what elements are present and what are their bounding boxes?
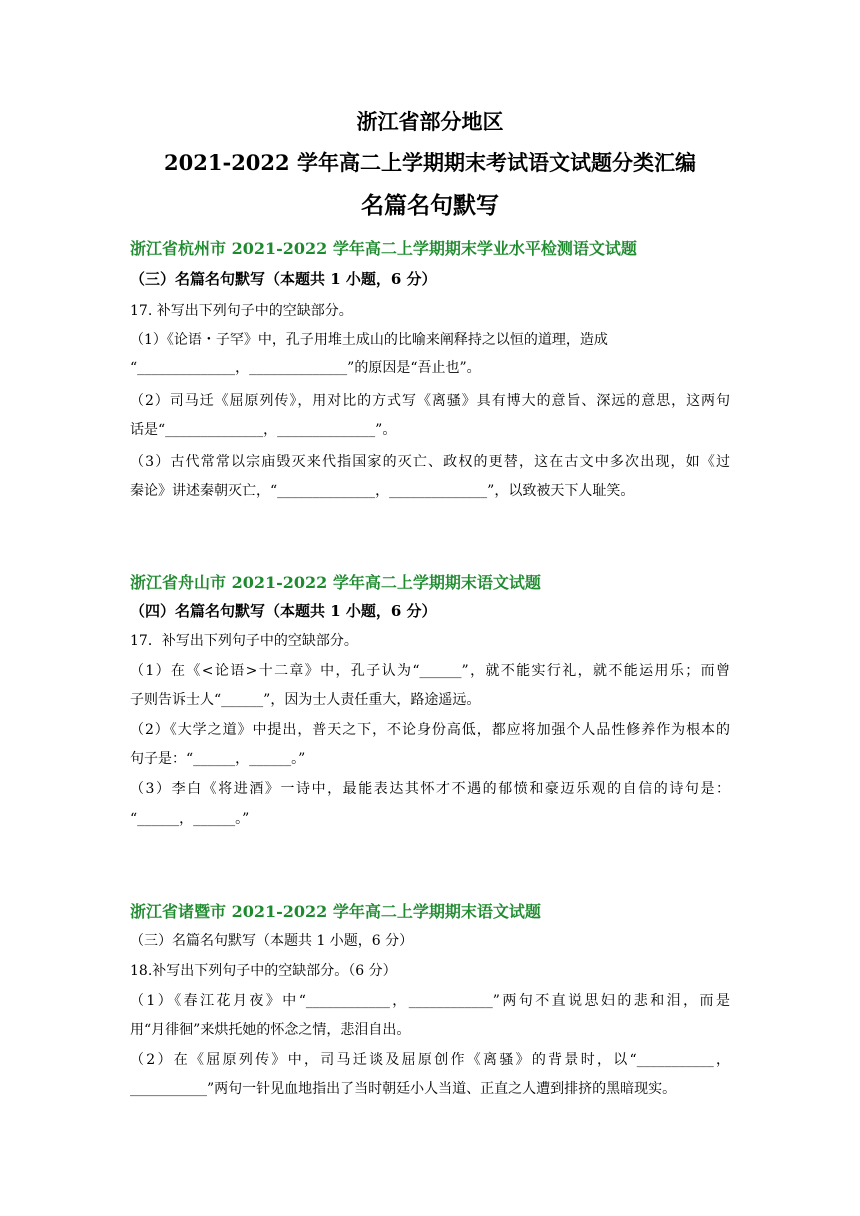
- section-subtitle-zhuji: （三）名篇名句默写（本题共 1 小题，6 分）: [130, 933, 414, 949]
- question-line: （3）古代常常以宗庙毁灭来代指国家的灭亡、政权的更替，这在古文中多次出现，如《过: [130, 454, 730, 470]
- question-line: 用“月徘徊”来烘托她的怀念之情，悲泪自出。: [130, 1022, 411, 1038]
- section-title-zhoushan: 浙江省舟山市 2021-2022 学年高二上学期期末语文试题: [130, 573, 541, 592]
- question-line: 话是“______________，______________”。: [130, 422, 397, 438]
- question-line: 句子是：“______，______。”: [130, 751, 306, 767]
- doc-title-exam: 2021-2022 学年高二上学期期末考试语文试题分类汇编: [164, 150, 696, 175]
- section-title-hangzhou: 浙江省杭州市 2021-2022 学年高二上学期期末学业水平检测语文试题: [130, 239, 637, 258]
- doc-title-topic: 名篇名句默写: [361, 192, 499, 219]
- question-line: 子则告诉士人“______”，因为士人责任重大，路途遥远。: [130, 692, 481, 708]
- question-line: “______________，______________”的原因是“吾止也”。: [130, 360, 481, 376]
- question-line: （1）《论语・子罕》中，孔子用堆土成山的比喻来阐释持之以恒的道理，造成: [130, 332, 608, 348]
- section-subtitle-hangzhou: （三）名篇名句默写（本题共 1 小题，6 分）: [130, 270, 437, 288]
- question-line: ___________”两句一针见血地指出了当时朝廷小人当道、正直之人遭到排挤的黑暗现实。: [130, 1081, 677, 1097]
- question-line: （1）在《<论语>十二章》中，孔子认为“______”，就不能实行礼，就不能运用乐；而曾: [130, 663, 730, 679]
- question-line: （2）司马迁《屈原列传》，用对比的方式写《离骚》具有博大的意旨、深远的意思，这两句: [130, 393, 730, 409]
- section-subtitle-zhoushan: （四）名篇名句默写（本题共 1 小题，6 分）: [130, 602, 437, 620]
- question-line: 17．补写出下列句子中的空缺部分。: [130, 633, 358, 649]
- doc-title-region: 浙江省部分地区: [356, 109, 504, 134]
- question-line: （3）李白《将进酒》一诗中，最能表达其怀才不遇的郁愤和豪迈乐观的自信的诗句是：: [130, 781, 730, 797]
- question-line: “______，______。”: [130, 811, 250, 827]
- question-line: 17. 补写出下列句子中的空缺部分。: [130, 303, 353, 319]
- section-title-zhuji: 浙江省诸暨市 2021-2022 学年高二上学期期末语文试题: [130, 902, 541, 921]
- question-line: （2）在《屈原列传》中，司马迁谈及屈原创作《离骚》的背景时，以“___________，: [130, 1052, 730, 1068]
- question-line: 18.补写出下列句子中的空缺部分。（6 分）: [130, 963, 397, 979]
- question-line: 秦论》讲述秦朝灭亡，“______________，______________”，以致被天下人耻笑。: [130, 483, 635, 499]
- question-line: （2）《大学之道》中提出，普天之下，不论身份高低，都应将加强个人品性修养作为根本的: [130, 722, 730, 738]
- question-line: （1）《春江花月夜》中“____________，____________”两句不直说思妇的悲和泪，而是: [130, 993, 730, 1009]
